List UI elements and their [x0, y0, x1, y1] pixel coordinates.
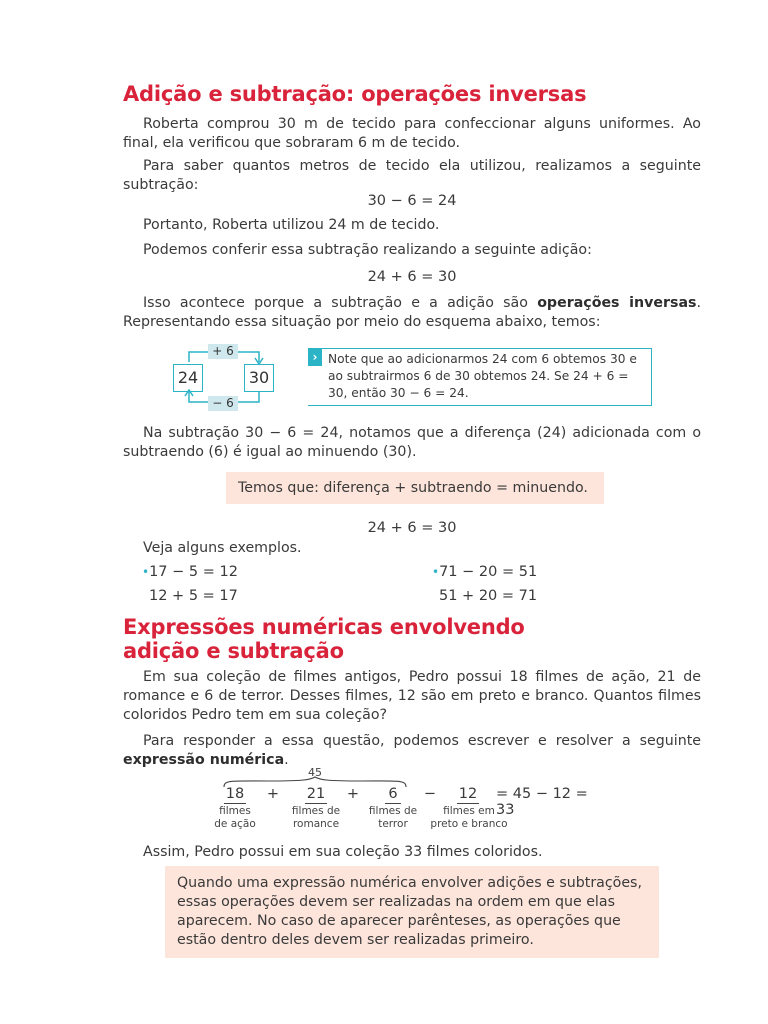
diagram-top-operation: + 6: [208, 344, 238, 359]
paragraph-subtraction-intro: [123, 157, 701, 195]
expr-plus-2: +: [346, 786, 360, 802]
highlight-rule-minuend: Temos que: diferença + subtraendo = minuendo.: [226, 472, 604, 504]
equation-30-minus-6: 30 − 6 = 24: [367, 193, 457, 209]
keyword-numeric-expression: expressão numérica: [123, 752, 285, 768]
diagram-bottom-operation: − 6: [208, 396, 238, 411]
equation-24-plus-6: 24 + 6 = 30: [367, 269, 457, 285]
note-text: Note que ao adicionarmos 24 com 6 obtemos 30 e ao subtrairmos 6 de 30 obtemos 24. Se 24 + 6 = 30, então 30 − 6 = 24.: [328, 352, 637, 400]
paragraph-text: Na subtração 30 − 6 = 24, notamos que a diferença (24) adicionada com o subtraendo (6) é igual ao minuendo (30).: [123, 425, 701, 460]
label-line: romance: [292, 818, 340, 830]
expr-plus-1: +: [266, 786, 280, 802]
expr-label-terror: [360, 805, 426, 831]
expr-number-21: 21: [306, 786, 326, 802]
example-text: 17 − 5 = 12: [149, 564, 238, 580]
section-title-numeric-expressions: [123, 615, 525, 663]
expr-number-6: 6: [388, 786, 398, 802]
paragraph-text: .: [284, 752, 289, 768]
expr-label-action: [205, 805, 265, 831]
label-line: filmes: [219, 805, 251, 817]
section-title-line-1: Expressões numéricas envolvendo: [123, 615, 525, 639]
label-line: filmes de: [368, 805, 418, 817]
note-box: [308, 348, 652, 406]
rule-text: Quando uma expressão numérica envolver adições e subtrações, essas operações devem ser realizadas na ordem em que elas aparecem. No caso de aparecer parênteses, as operações que estão dentro deles devem ser realizadas primeiro.: [177, 875, 642, 948]
expr-underline: [224, 803, 246, 804]
paragraph-text: Roberta comprou 30 m de tecido para confeccionar alguns uniformes. Ao final, ela verificou que sobraram 6 m de tecido.: [123, 116, 701, 151]
expr-number-12: 12: [458, 786, 478, 802]
diagram-box-left: 24: [173, 364, 203, 392]
paragraph-text: . Representando essa situação por meio do esquema abaixo, temos:: [123, 295, 701, 330]
paragraph-roberta-used: [123, 216, 701, 235]
equation-24-plus-6-again: 24 + 6 = 30: [367, 520, 457, 536]
paragraph-text: Em sua coleção de filmes antigos, Pedro possui 18 filmes de ação, 21 de romance e 6 de terror. Desses filmes, 12 são em preto e branco. Quantos filmes coloridos Pedro tem em sua coleção?: [123, 669, 701, 723]
paragraph-inverse-explanation: [123, 294, 701, 332]
label-line: de ação: [214, 818, 256, 830]
keyword-inverse-operations: operações inversas: [537, 295, 697, 311]
paragraph-text: Assim, Pedro possui em sua coleção 33 filmes coloridos.: [143, 844, 543, 860]
paragraph-text: Veja alguns exemplos.: [143, 540, 302, 556]
example-2-line-1: [432, 563, 537, 581]
expr-label-romance: [281, 805, 351, 831]
expr-result: = 45 − 12 = 33: [496, 786, 588, 818]
paragraph-text: Para saber quantos metros de tecido ela utilizou, realizamos a seguinte subtração:: [123, 158, 701, 193]
paragraph-check-addition: [123, 241, 701, 260]
bullet-icon: •: [142, 565, 150, 579]
diagram-box-right: 30: [244, 364, 274, 392]
paragraph-text: Isso acontece porque a subtração e a adição são: [143, 295, 538, 311]
paragraph-pedro-result: [123, 843, 701, 862]
expr-underline: [385, 803, 401, 804]
paragraph-examples-intro: [123, 539, 701, 558]
expr-minus: −: [423, 786, 437, 802]
paragraph-difference-subtrahend: [123, 424, 701, 462]
example-text: 71 − 20 = 51: [439, 564, 538, 580]
expr-underline: [457, 803, 479, 804]
label-line: terror: [378, 818, 408, 830]
paragraph-text: Portanto, Roberta utilizou 24 m de tecido.: [143, 217, 440, 233]
bullet-icon: •: [432, 565, 440, 579]
expr-underline: [305, 803, 327, 804]
label-line: filmes de: [291, 805, 341, 817]
label-line: preto e branco: [430, 818, 508, 830]
paragraph-pedro-films: [123, 668, 701, 725]
label-line: filmes em: [443, 805, 495, 817]
section-title-line-2: adição e subtração: [123, 639, 344, 663]
paragraph-text: Para responder a essa questão, podemos escrever e resolver a seguinte: [143, 733, 701, 749]
paragraph-roberta-intro: [123, 115, 701, 153]
section-title-inverse-operations: Adição e subtração: operações inversas: [123, 82, 587, 106]
rule-box-order-of-operations: [165, 866, 659, 958]
expr-number-18: 18: [225, 786, 245, 802]
note-tab-icon: ›: [308, 349, 322, 366]
paragraph-expression-intro: [123, 732, 701, 770]
example-1-line-1: [142, 563, 238, 581]
example-2-line-2: 51 + 20 = 71: [439, 588, 538, 604]
example-1-line-2: 12 + 5 = 17: [149, 588, 238, 604]
brace-total: 45: [308, 766, 322, 779]
paragraph-text: Podemos conferir essa subtração realizando a seguinte adição:: [143, 242, 592, 258]
